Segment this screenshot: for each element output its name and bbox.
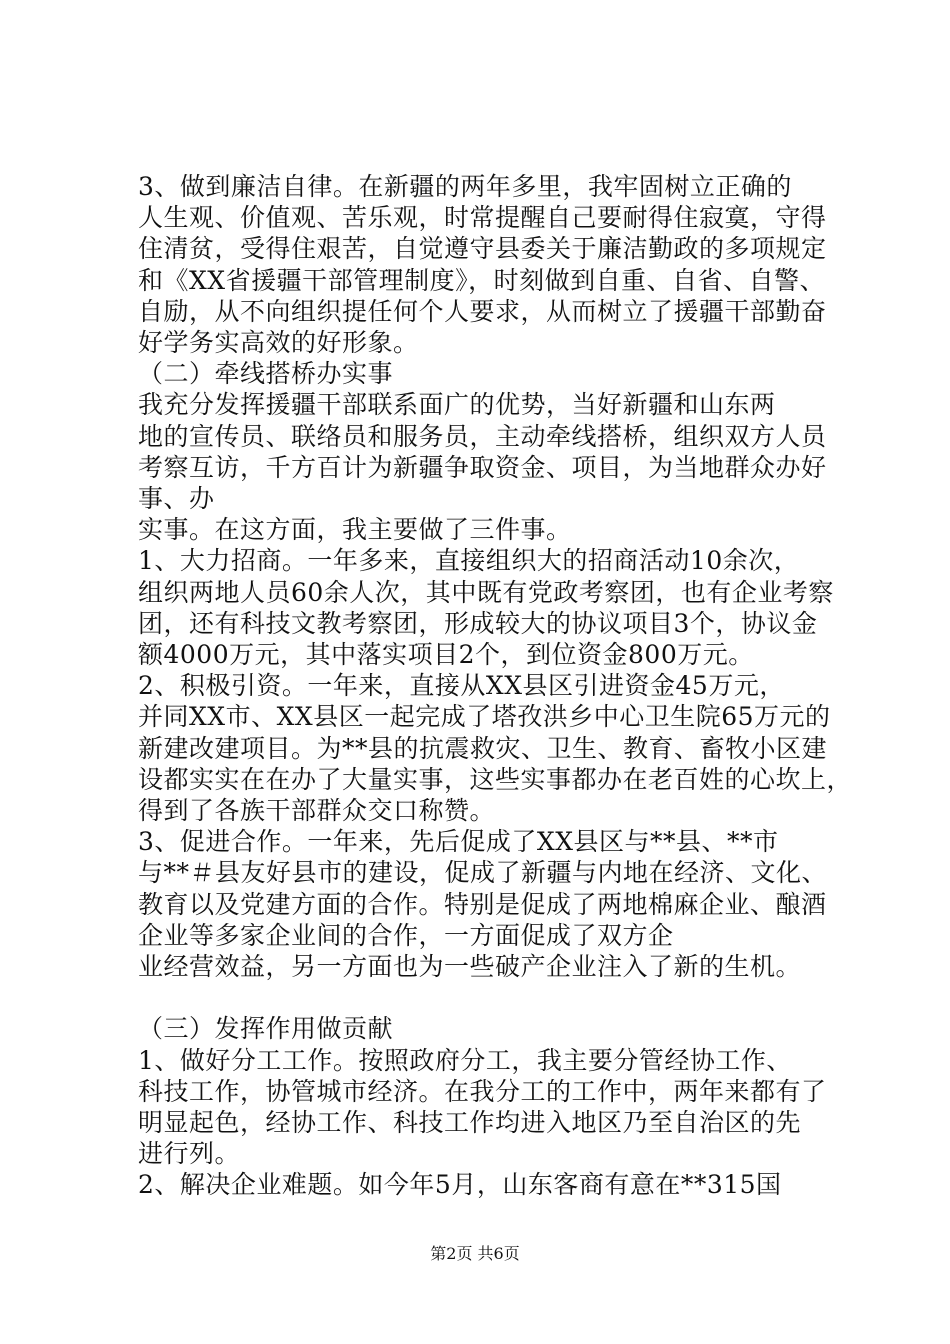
body-text-line: 考察互访，千方百计为新疆争取资金、项目，为当地群众办好 [138, 453, 827, 482]
body-text-line: 得到了各族干部群众交口称赞。 [138, 796, 496, 825]
body-text-line: 科技工作，协管城市经济。在我分工的工作中，两年来都有了 [138, 1077, 827, 1106]
body-text-line: 住清贫，受得住艰苦，自觉遵守县委关于廉洁勤政的多项规定 [138, 234, 827, 263]
body-text-line: 业经营效益，另一方面也为一些破产企业注入了新的生机。 [138, 952, 802, 981]
body-text-line: 教育以及党建方面的合作。特别是促成了两地棉麻企业、酿酒 [138, 890, 827, 919]
section-heading: （三）发挥作用做贡献 [138, 1014, 394, 1043]
body-text-line: 自励，从不向组织提任何个人要求，从而树立了援疆干部勤奋 [138, 297, 827, 326]
body-text-line: 2、解决企业难题。如今年5月，山东客商有意在**315国 [138, 1170, 782, 1199]
body-text-line: 人生观、价值观、苦乐观，时常提醒自己要耐得住寂寞，守得 [138, 203, 827, 232]
body-text-line: 和《XX省援疆干部管理制度》，时刻做到自重、自省、自警、 [138, 266, 826, 295]
body-text-line: 设都实实在在办了大量实事，这些实事都办在老百姓的心坎上， [138, 765, 853, 794]
body-text-line: 额4000万元，其中落实项目2个，到位资金800万元。 [138, 640, 754, 669]
body-text-line: 并同XX市、XX县区一起完成了塔孜洪乡中心卫生院65万元的 [138, 702, 831, 731]
body-text-line: 进行列。 [138, 1139, 241, 1168]
body-text-line: 与**＃县友好县市的建设，促成了新疆与内地在经济、文化、 [138, 858, 828, 887]
body-text-line: 1、大力招商。一年多来，直接组织大的招商活动10余次， [138, 546, 800, 575]
body-text-line: 好学务实高效的好形象。 [138, 328, 419, 357]
section-heading: （二）牵线搭桥办实事 [138, 359, 394, 388]
body-text-line: 实事。在这方面，我主要做了三件事。 [138, 515, 572, 544]
body-text-line: 2、积极引资。一年来，直接从XX县区引进资金45万元， [138, 671, 785, 700]
body-text-line: 3、促进合作。一年来，先后促成了XX县区与**县、**市 [138, 827, 779, 856]
body-text-line: 新建改建项目。为**县的抗震救灾、卫生、教育、畜牧小区建 [138, 734, 828, 763]
body-text-line: 明显起色，经协工作、科技工作均进入地区乃至自治区的先 [138, 1108, 802, 1137]
body-text-line: 企业等多家企业间的合作，一方面促成了双方企 [138, 921, 674, 950]
page-footer: 第2页 共6页 [430, 1244, 520, 1263]
body-text-line: 我充分发挥援疆干部联系面广的优势，当好新疆和山东两 [138, 390, 776, 419]
body-text-line: 地的宣传员、联络员和服务员，主动牵线搭桥，组织双方人员 [138, 422, 827, 451]
body-text-line: 事、办 [138, 484, 215, 513]
body-text-line: 组织两地人员60余人次，其中既有党政考察团，也有企业考察 [138, 578, 834, 607]
body-text-line: 团，还有科技文教考察团，形成较大的协议项目3个，协议金 [138, 609, 818, 638]
body-text-line: 3、做到廉洁自律。在新疆的两年多里，我牢固树立正确的 [138, 172, 792, 201]
body-text-line: 1、做好分工工作。按照政府分工，我主要分管经协工作、 [138, 1046, 792, 1075]
